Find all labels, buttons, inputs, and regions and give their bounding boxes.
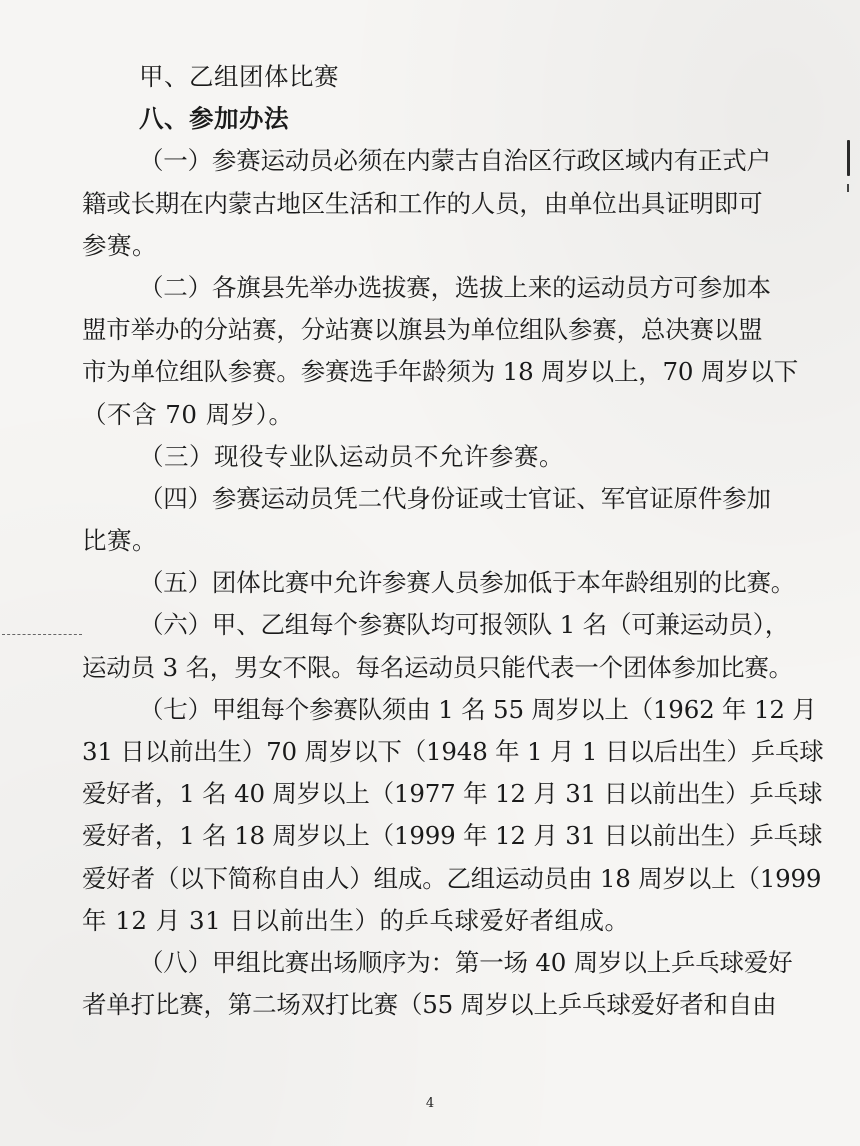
text-line: 爱好者，1 名 18 周岁以上（1999 年 12 月 31 日以前出生）乒乓球 — [82, 821, 823, 851]
text-line: （二）各旗县先举办选拔赛，选拔上来的运动员方可参加本 — [139, 272, 771, 302]
text-line: 运动员 3 名，男女不限。每名运动员只能代表一个团体参加比赛。 — [82, 652, 793, 682]
text-line: （七）甲组每个参赛队须由 1 名 55 周岁以上（1962 年 12 月 — [139, 694, 817, 724]
text-line: 者单打比赛，第二场双打比赛（55 周岁以上乒乓球爱好者和自由 — [82, 990, 777, 1020]
margin-scan-mark — [847, 140, 850, 176]
text-line: （六）甲、乙组每个参赛队均可报领队 1 名（可兼运动员）， — [139, 610, 790, 640]
page-number: 4 — [425, 1096, 435, 1111]
margin-scan-mark-small — [847, 184, 849, 192]
text-line: 市为单位组队参赛。参赛选手年龄须为 18 周岁以上，70 周岁以下 — [82, 357, 799, 387]
text-line: 爱好者（以下简称自由人）组成。乙组运动员由 18 周岁以上（1999 — [82, 863, 822, 893]
text-line: （不含 70 周岁）。 — [82, 399, 294, 429]
text-line: 盟市举办的分站赛，分站赛以旗县为单位组队参赛，总决赛以盟 — [82, 315, 763, 345]
text-line: （四）参赛运动员凭二代身份证或士官证、军官证原件参加 — [139, 483, 771, 513]
text-line: 爱好者，1 名 40 周岁以上（1977 年 12 月 31 日以前出生）乒乓球 — [82, 779, 823, 809]
text-line: 参赛。 — [82, 230, 157, 260]
text-line: 31 日以前出生）70 周岁以下（1948 年 1 月 1 日以后出生）乒乓球 — [82, 737, 824, 766]
text-line: 籍或长期在内蒙古地区生活和工作的人员，由单位出具证明即可 — [82, 188, 763, 218]
text-line: （一）参赛运动员必须在内蒙古自治区行政区域内有正式户 — [139, 146, 771, 176]
text-line: （三）现役专业队运动员不允许参赛。 — [139, 441, 564, 471]
document-body — [82, 56, 824, 1026]
text-line: 甲、乙组团体比赛 — [139, 62, 339, 91]
text-line: （八）甲组比赛出场顺序为：第一场 40 周岁以上乒乓球爱好 — [139, 947, 793, 977]
text-line: （五）团体比赛中允许参赛人员参加低于本年龄组别的比赛。 — [139, 568, 796, 598]
text-line: 年 12 月 31 日以前出生）的乒乓球爱好者组成。 — [82, 905, 630, 935]
margin-dash-mark — [2, 634, 82, 636]
section-heading: 八、参加办法 — [139, 104, 289, 134]
text-line: 比赛。 — [82, 526, 157, 556]
